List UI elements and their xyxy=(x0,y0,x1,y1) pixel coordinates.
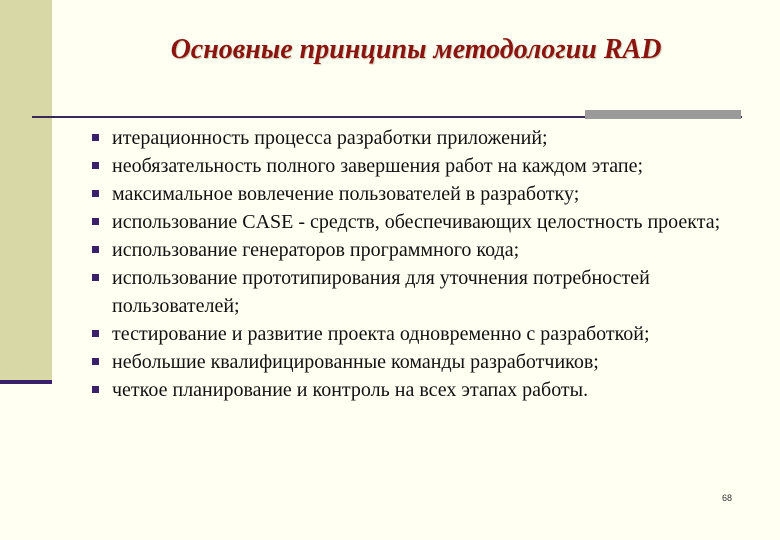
bullet-list xyxy=(90,124,730,404)
list-item xyxy=(90,264,730,320)
list-item xyxy=(90,180,730,208)
list-item-text: тестирование и развитие проекта одновременно с разработкой; xyxy=(112,323,650,345)
divider-accent-block xyxy=(585,110,741,119)
page-number: 68 xyxy=(722,493,733,503)
square-bullet-icon xyxy=(92,358,99,365)
list-item xyxy=(90,152,730,180)
list-item-text: максимальное вовлечение пользователей в разработку; xyxy=(112,183,580,205)
list-item xyxy=(90,348,730,376)
left-decor-bar-foot xyxy=(0,380,52,384)
square-bullet-icon xyxy=(92,162,99,169)
list-item-text: небольшие квалифицированные команды разработчиков; xyxy=(112,351,599,373)
square-bullet-icon xyxy=(92,274,99,281)
square-bullet-icon xyxy=(92,190,99,197)
list-item-text: использование прототипирования для уточнения потребностей пользователей; xyxy=(112,267,650,317)
list-item-text: использование CASE - средств, обеспечивающих целостность проекта; xyxy=(112,211,721,233)
square-bullet-icon xyxy=(92,134,99,141)
list-item xyxy=(90,376,730,404)
list-item-text: итерационность процесса разработки приложений; xyxy=(112,127,548,149)
square-bullet-icon xyxy=(92,330,99,337)
list-item-text: использование генераторов программного кода; xyxy=(112,239,520,261)
slide-title: Основные принципы методологии RAD xyxy=(170,34,662,65)
square-bullet-icon xyxy=(92,246,99,253)
list-item xyxy=(90,236,730,264)
list-item-text: необязательность полного завершения работ на каждом этапе; xyxy=(112,155,644,177)
square-bullet-icon xyxy=(92,218,99,225)
list-item-text: четкое планирование и контроль на всех этапах работы. xyxy=(112,379,589,401)
list-item xyxy=(90,320,730,348)
list-item xyxy=(90,124,730,152)
square-bullet-icon xyxy=(92,386,99,393)
left-decor-bar xyxy=(0,0,52,383)
list-item xyxy=(90,208,730,236)
